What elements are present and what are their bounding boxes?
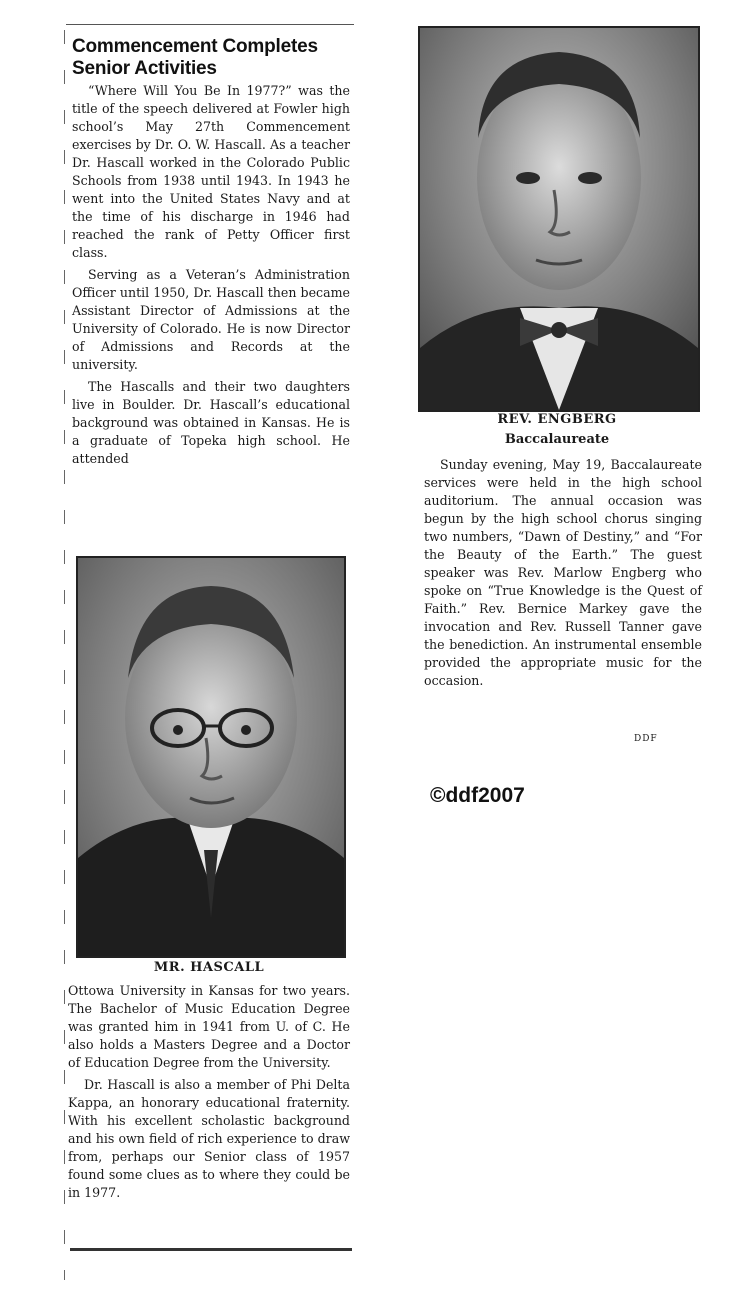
left-margin-rule [64,30,65,1280]
article-column-top [72,82,350,468]
hascall-photo-caption: MR. HASCALL [153,960,265,975]
baccalaureate-column [424,456,702,690]
hascall-portrait-photo [76,556,346,958]
article-paragraph: Serving as a Veteran’s Administration Officer until 1950, Dr. Hascall then became Assistant Director of Admissions at the University of Colorado. He is now Director of Admissions and Records at the university. [72,267,350,372]
article-paragraph: Sunday evening, May 19, Baccalaureate services were held in the high school auditorium. The annual occasion was begun by the high school chorus singing two numbers, “Dawn of Destiny,” and “For the Beauty of the Earth.” The guest speaker was Rev. Marlow Engberg who spoke on “True Knowledge is the Quest of Faith.” Rev. Bernice Markey gave the invocation and Rev. Russell Tanner gave the benediction. An instrumental ensemble provided the appropriate music for the occasion. [424,457,702,688]
article-column-continued [68,982,350,1202]
top-rule [66,24,354,25]
article-paragraph: Ottowa University in Kansas for two years. The Bachelor of Music Education Degree was granted him in 1941 from U. of C. He also holds a Masters Degree and a Doctor of Education Degree from the University. [68,983,350,1070]
article-paragraph: Dr. Hascall is also a member of Phi Delta Kappa, an honorary educational fraternity. With his excellent scholastic background and his own field of rich experience to draw from, perhaps our Senior class of 1957 found some clues as to where they could be in 1977. [68,1077,350,1200]
byline: DDF [634,734,658,744]
engberg-photo-caption: REV. ENGBERG [497,412,617,427]
headline: Commencement Completes Senior Activities [72,36,318,79]
engberg-portrait-photo [418,26,700,412]
baccalaureate-heading: Baccalaureate [504,432,610,447]
article-paragraph: The Hascalls and their two daughters live in Boulder. Dr. Hascall’s educational background was obtained in Kansas. He is a graduate of Topeka high school. He attended [72,379,350,466]
copyright-watermark: ©ddf2007 [430,784,525,807]
article-paragraph: “Where Will You Be In 1977?” was the title of the speech delivered at Fowler high school’s May 27th Commencement exercises by Dr. O. W. Hascall. As a teacher Dr. Hascall worked in the Colorado Public Schools from 1938 until 1943. In 1943 he went into the United States Navy and at the time of his discharge in 1946 had reached the rank of Petty Officer first class. [72,83,350,260]
bottom-rule [70,1248,352,1251]
